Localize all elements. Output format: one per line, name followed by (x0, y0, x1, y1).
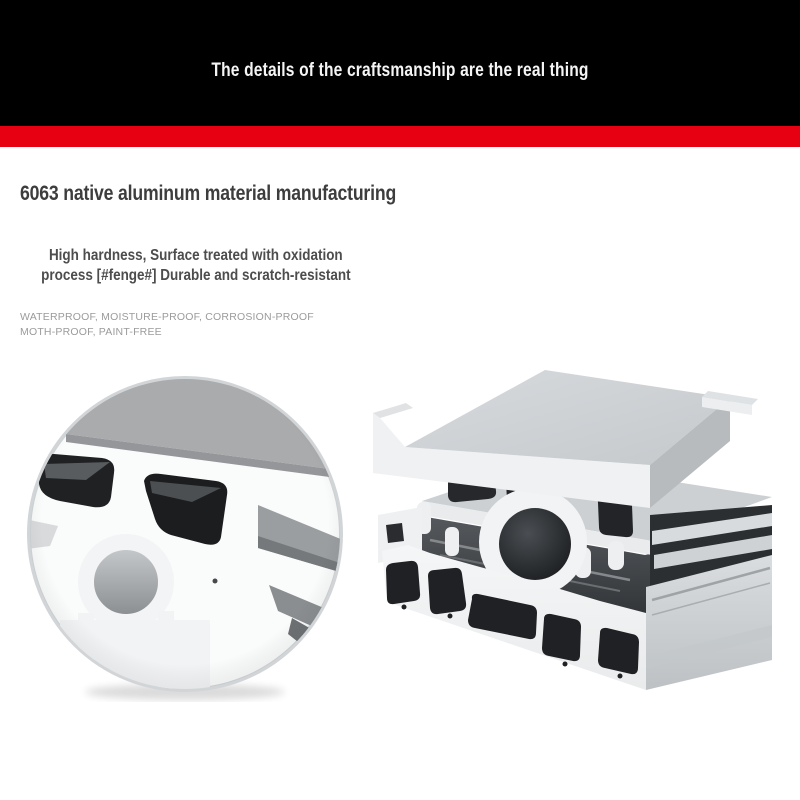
section-title: 6063 native aluminum material manufacturing (20, 182, 397, 205)
feature-line-1: WATERPROOF, MOISTURE-PROOF, CORROSION-PROOF (20, 311, 314, 323)
feature-line-2: MOTH-PROOF, PAINT-FREE (20, 326, 162, 338)
banner-text-wrap (0, 60, 800, 82)
section-subtitle (0, 246, 392, 286)
banner-headline: The details of the craftsmanship are the real thing (211, 60, 589, 81)
subtitle-line-1: High hardness, Surface treated with oxidation (49, 247, 343, 264)
red-accent-stripe (0, 126, 800, 147)
magnifier-detail-image (20, 368, 350, 702)
top-banner (0, 0, 800, 126)
magnifier-lens-content (20, 368, 350, 702)
aluminum-profile-3d-image (360, 355, 800, 725)
feature-list (20, 310, 314, 340)
subtitle-line-2: process [#fenge#] Durable and scratch-resistant (41, 267, 351, 284)
